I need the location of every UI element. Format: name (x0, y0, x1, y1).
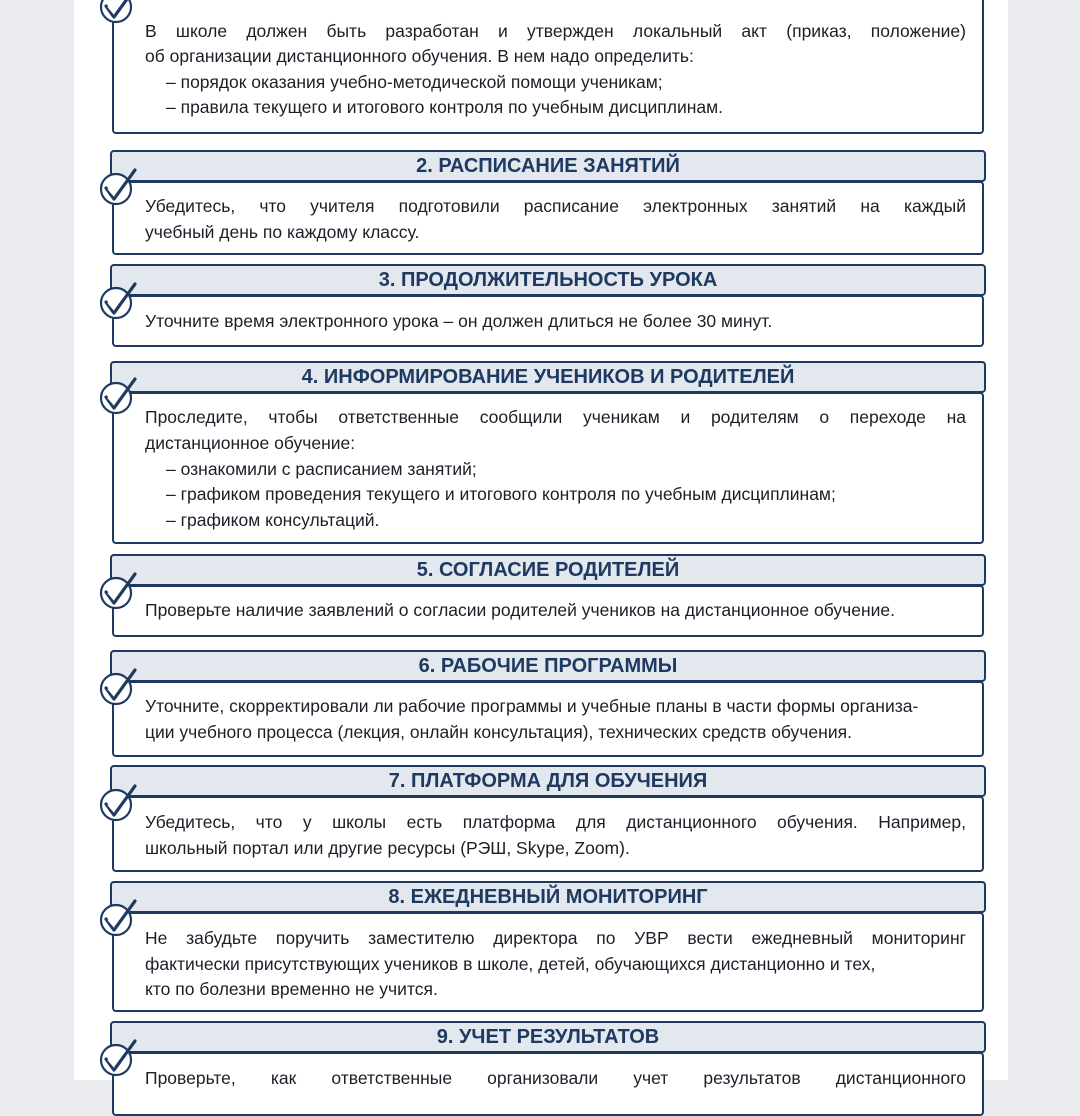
section-8-body (112, 912, 984, 1012)
section-9-title: 9. УЧЕТ РЕЗУЛЬТАТОВ (110, 1021, 986, 1053)
section-4-line-1: Проследите, чтобы ответственные сообщили ученикам и родителям о переходе на (145, 407, 966, 427)
section-3-line-1: Уточните время электронного урока – он должен длиться не более 30 минут. (145, 311, 773, 331)
section-1-line-2: об организации дистанционного обучения. В нем надо определить: (145, 46, 694, 66)
section-7-line-1: Убедитесь, что у школы есть платформа для дистанционного обучения. Например, (145, 812, 966, 832)
section-5-body (112, 585, 984, 637)
section-2-line-1: Убедитесь, что учителя подготовили расписание электронных занятий на каждый (145, 196, 966, 216)
section-7-line-2: школьный портал или другие ресурсы (РЭШ, Skype, Zoom). (145, 838, 630, 858)
section-4-line-2: дистанционное обучение: (145, 433, 356, 453)
section-2-line-2: учебный день по каждому классу. (145, 222, 420, 242)
section-4-item-2: – графиком проведения текущего и итогового контроля по учебным дисциплинам; (166, 484, 836, 504)
section-4-body (112, 392, 984, 544)
check-circle-icon (98, 667, 140, 709)
section-2-title: 2. РАСПИСАНИЕ ЗАНЯТИЙ (110, 150, 986, 182)
check-circle-icon (98, 1038, 140, 1080)
section-4-title: 4. ИНФОРМИРОВАНИЕ УЧЕНИКОВ И РОДИТЕЛЕЙ (110, 361, 986, 393)
section-8-line-3: кто по болезни временно не учится. (145, 979, 438, 999)
section-9-line-1: Проверьте, как ответственные организовали учет результатов дистанционного (145, 1068, 966, 1088)
check-circle-icon (98, 167, 140, 209)
section-8-title: 8. ЕЖЕДНЕВНЫЙ МОНИТОРИНГ (110, 881, 986, 913)
section-6-line-1: Уточните, скорректировали ли рабочие программы и учебные планы в части формы организа- (145, 696, 919, 716)
section-5-title: 5. СОГЛАСИЕ РОДИТЕЛЕЙ (110, 554, 986, 586)
check-circle-icon (98, 571, 140, 613)
section-4-item-1: – ознакомили с расписанием занятий; (166, 459, 477, 479)
section-1-item-2: – правила текущего и итогового контроля по учебным дисциплинам. (166, 97, 724, 117)
section-3-body (112, 295, 984, 347)
section-7-body (112, 796, 984, 872)
check-circle-icon (98, 281, 140, 323)
section-4-item-3: – графиком консультаций. (166, 510, 380, 530)
check-circle-icon (98, 898, 140, 940)
section-6-line-2: ции учебного процесса (лекция, онлайн консультация), технических средств обучения. (145, 722, 852, 742)
section-2-body (112, 181, 984, 255)
section-1-body (112, 0, 984, 134)
section-1-item-1: – порядок оказания учебно-методической помощи ученикам; (166, 72, 663, 92)
section-6-title: 6. РАБОЧИЕ ПРОГРАММЫ (110, 650, 986, 682)
section-8-line-2: фактически присутствующих учеников в школе, детей, обучающихся дистанционно и тех, (145, 954, 876, 974)
check-circle-icon (98, 0, 140, 27)
section-7-title: 7. ПЛАТФОРМА ДЛЯ ОБУЧЕНИЯ (110, 765, 986, 797)
section-1-line-1: В школе должен быть разработан и утвержден локальный акт (приказ, положение) (145, 21, 966, 41)
check-circle-icon (98, 783, 140, 825)
check-circle-icon (98, 376, 140, 418)
section-5-line-1: Проверьте наличие заявлений о согласии родителей учеников на дистанционное обучение. (145, 600, 895, 620)
section-8-line-1: Не забудьте поручить заместителю директора по УВР вести ежедневный мониторинг (145, 928, 966, 948)
section-3-title: 3. ПРОДОЛЖИТЕЛЬНОСТЬ УРОКА (110, 264, 986, 296)
section-9-body (112, 1052, 984, 1116)
section-6-body (112, 681, 984, 757)
